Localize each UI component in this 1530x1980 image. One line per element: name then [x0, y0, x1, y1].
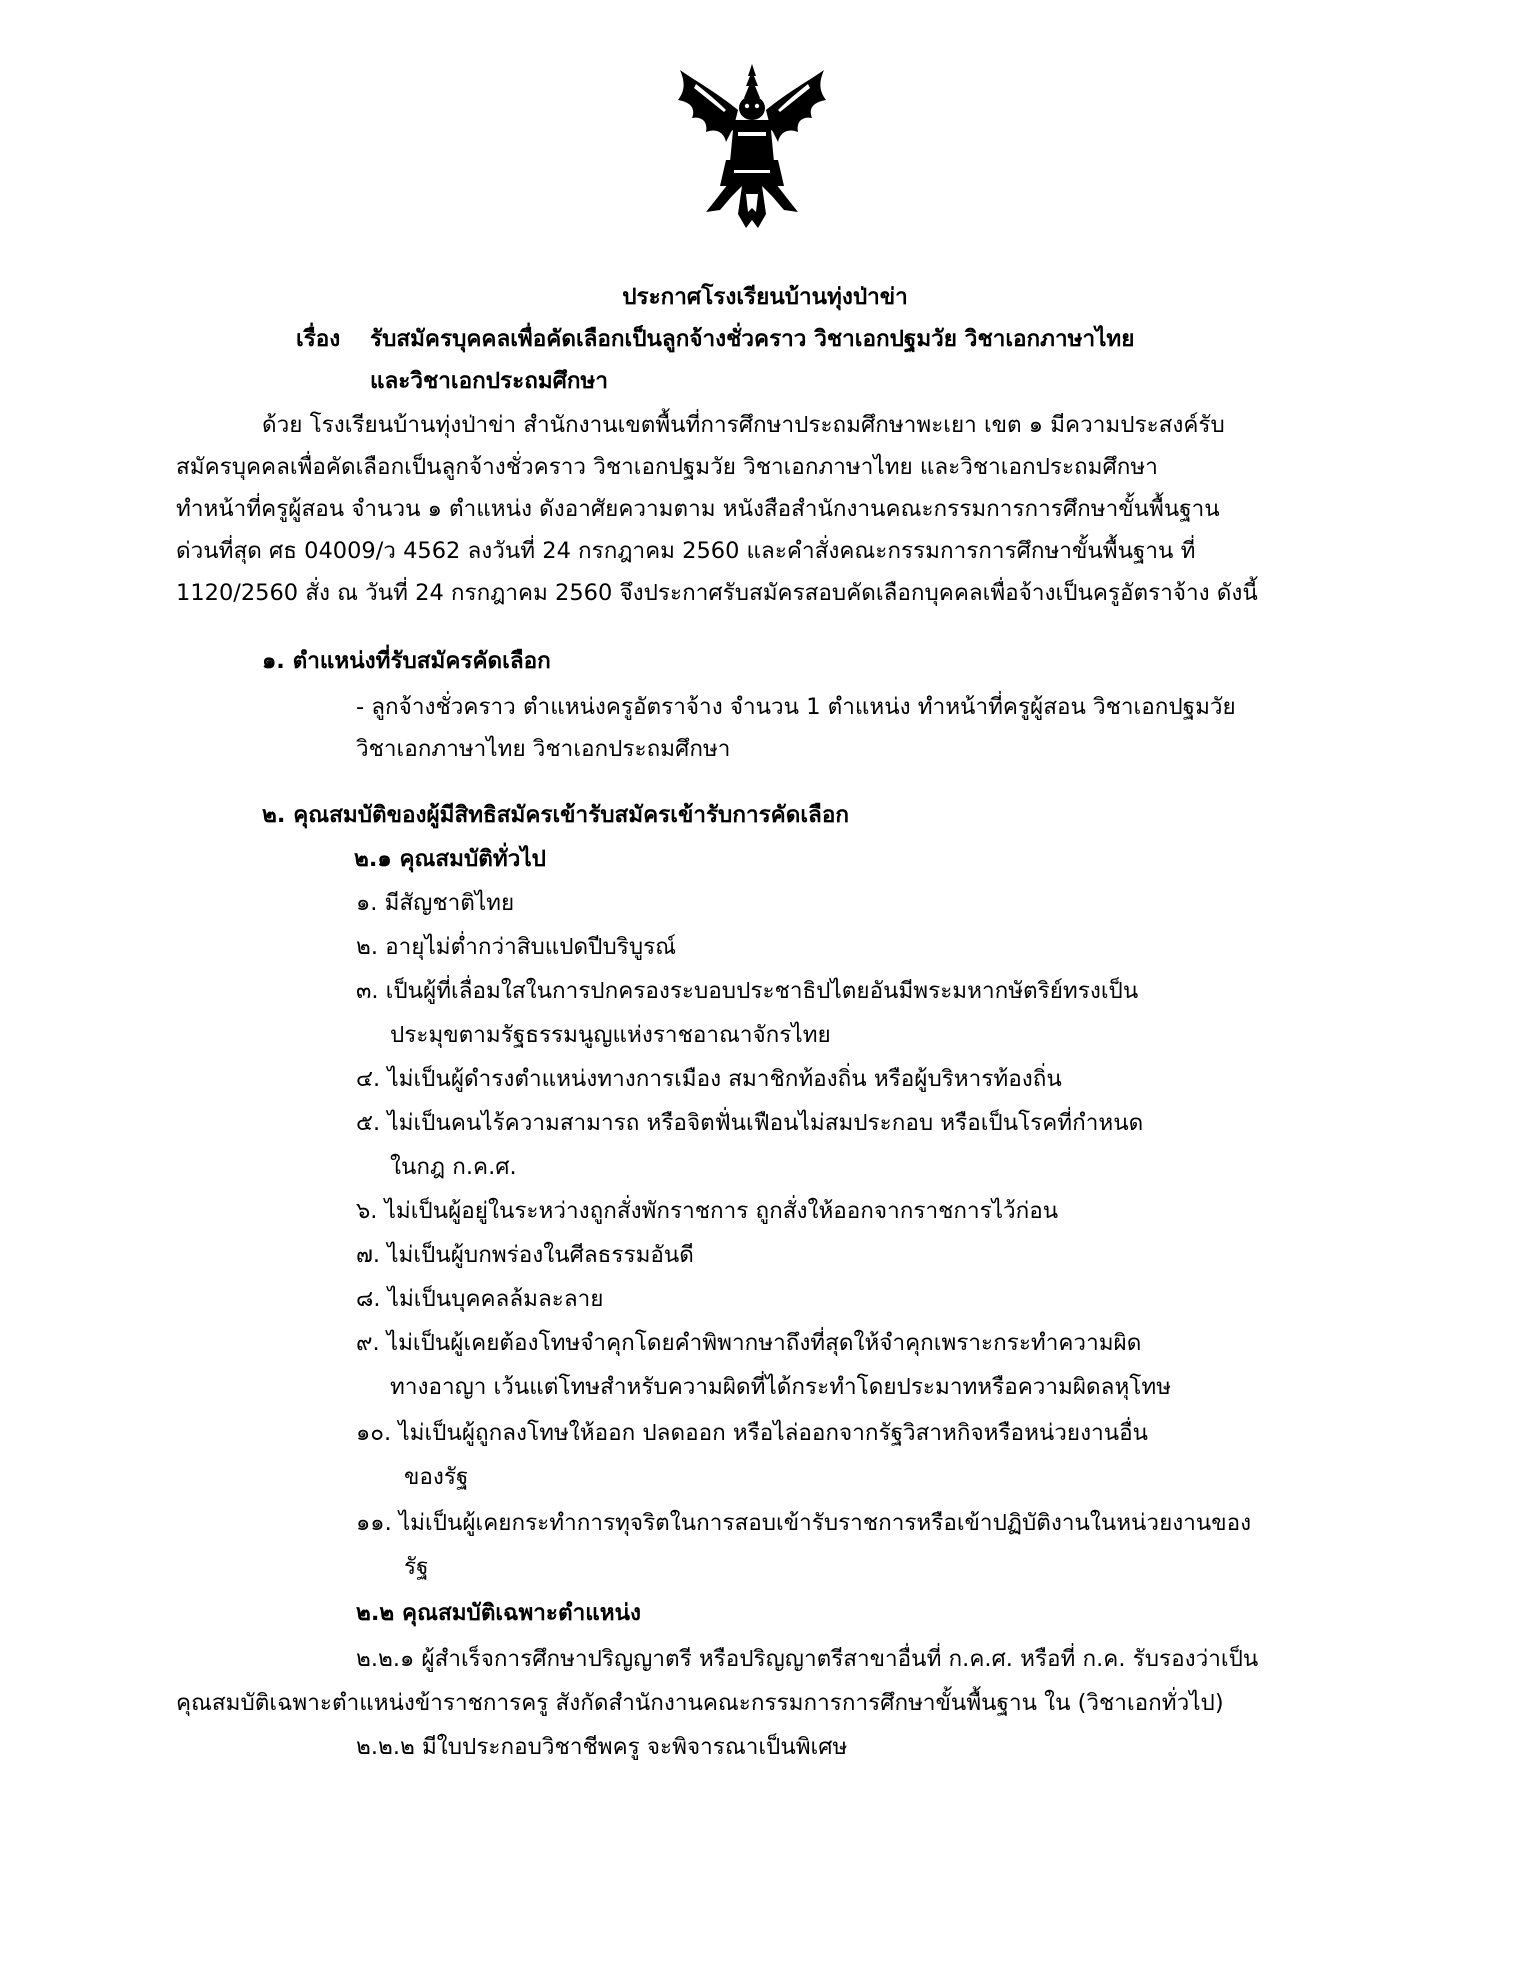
general-qualification-item: ในกฎ ก.ค.ศ. — [390, 1154, 517, 1180]
intro-line: ด่วนที่สุด ศธ 04009/ว 4562 ลงวันที่ 24 กรกฎาคม 2560 และคำสั่งคณะกรรมการการศึกษาขั้นพื้นฐาน ที่ — [176, 538, 1196, 564]
general-qualification-item: ประมุขตามรัฐธรรมนูญแห่งราชอาณาจักรไทย — [390, 1022, 831, 1048]
specific-qualification-line: ๒.๒.๒ มีใบประกอบวิชาชีพครู จะพิจารณาเป็นพิเศษ — [356, 1734, 848, 1760]
intro-line: ทำหน้าที่ครูผู้สอน จำนวน ๑ ตำแหน่ง ดังอาศัยความตาม หนังสือสำนักงานคณะกรรมการการศึกษาขั้นพื้นฐาน — [176, 496, 1220, 522]
general-qualification-item: ๙. ไม่เป็นผู้เคยต้องโทษจำคุกโดยคำพิพากษาถึงที่สุดให้จำคุกเพราะกระทำความผิด — [356, 1330, 1142, 1356]
general-qualification-item: รัฐ — [404, 1554, 429, 1580]
intro-line: ด้วย โรงเรียนบ้านทุ่งป่าข่า สำนักงานเขตพื้นที่การศึกษาประถมศึกษาพะเยา เขต ๑ มีความประสงค์รับ — [262, 412, 1225, 438]
general-qualification-item: ๓. เป็นผู้ที่เลื่อมใสในการปกครองระบอบประชาธิปไตยอันมีพระมหากษัตริย์ทรงเป็น — [356, 978, 1139, 1004]
subject-line-1: รับสมัครบุคคลเพื่อคัดเลือกเป็นลูกจ้างชั่วคราว วิชาเอกปฐมวัย วิชาเอกภาษาไทย — [370, 326, 1135, 352]
section-2-2-heading: ๒.๒ คุณสมบัติเฉพาะตำแหน่ง — [356, 1600, 641, 1626]
section-2-1-heading: ๒.๑ คุณสมบัติทั่วไป — [354, 846, 546, 872]
subject-line-2: และวิชาเอกประถมศึกษา — [370, 368, 609, 394]
section-1-line: - ลูกจ้างชั่วคราว ตำแหน่งครูอัตราจ้าง จำนวน 1 ตำแหน่ง ทำหน้าที่ครูผู้สอน วิชาเอกปฐมวัย — [356, 694, 1236, 720]
intro-line: สมัครบุคคลเพื่อคัดเลือกเป็นลูกจ้างชั่วคราว วิชาเอกปฐมวัย วิชาเอกภาษาไทย และวิชาเอกประถมศึกษา — [176, 454, 1158, 480]
general-qualification-item: ๖. ไม่เป็นผู้อยู่ในระหว่างถูกสั่งพักราชการ ถูกสั่งให้ออกจากราชการไว้ก่อน — [356, 1198, 1059, 1224]
general-qualification-item: ๒. อายุไม่ต่ำกว่าสิบแปดปีบริบูรณ์ — [356, 934, 677, 960]
section-1-heading: ๑. ตำแหน่งที่รับสมัครคัดเลือก — [262, 648, 551, 674]
general-qualification-item: ๗. ไม่เป็นผู้บกพร่องในศีลธรรมอันดี — [356, 1242, 694, 1268]
general-qualification-item: ทางอาญา เว้นแต่โทษสำหรับความผิดที่ได้กระทำโดยประมาทหรือความผิดลหุโทษ — [390, 1374, 1172, 1400]
general-qualification-item: ๑๐. ไม่เป็นผู้ถูกลงโทษให้ออก ปลดออก หรือไล่ออกจากรัฐวิสาหกิจหรือหน่วยงานอื่น — [356, 1420, 1148, 1446]
general-qualification-item: ๘. ไม่เป็นบุคคลล้มละลาย — [356, 1286, 604, 1312]
specific-qualification-line: คุณสมบัติเฉพาะตำแหน่งข้าราชการครู สังกัดสำนักงานคณะกรรมการการศึกษาขั้นพื้นฐาน ใน (วิชาเอกทั่วไป) — [176, 1690, 1224, 1716]
specific-qualification-line: ๒.๒.๑ ผู้สำเร็จการศึกษาปริญญาตรี หรือปริญญาตรีสาขาอื่นที่ ก.ค.ศ. หรือที่ ก.ค. รับรองว่าเป็น — [356, 1646, 1259, 1672]
general-qualification-item: ๔. ไม่เป็นผู้ดำรงตำแหน่งทางการเมือง สมาชิกท้องถิ่น หรือผู้บริหารท้องถิ่น — [356, 1066, 1062, 1092]
general-qualification-item: ๑. มีสัญชาติไทย — [356, 890, 515, 916]
garuda-emblem-icon — [676, 62, 828, 230]
announcement-title: ประกาศโรงเรียนบ้านทุ่งป่าข่า — [622, 284, 908, 310]
section-1-line: วิชาเอกภาษาไทย วิชาเอกประถมศึกษา — [356, 736, 731, 762]
general-qualification-item: ๑๑. ไม่เป็นผู้เคยกระทำการทุจริตในการสอบเข้ารับราชการหรือเข้าปฏิบัติงานในหน่วยงานของ — [356, 1510, 1252, 1536]
intro-line: 1120/2560 สั่ง ณ วันที่ 24 กรกฎาคม 2560 จึงประกาศรับสมัครสอบคัดเลือกบุคคลเพื่อจ้างเป็นครูอัตราจ้าง ดังนี้ — [176, 580, 1258, 606]
section-2-heading: ๒. คุณสมบัติของผู้มีสิทธิสมัครเข้ารับสมัครเข้ารับการคัดเลือก — [262, 802, 849, 828]
general-qualification-item: ๕. ไม่เป็นคนไร้ความสามารถ หรือจิตฟั่นเฟือนไม่สมประกอบ หรือเป็นโรคที่กำหนด — [356, 1110, 1144, 1136]
general-qualification-item: ของรัฐ — [404, 1464, 469, 1490]
subject-label: เรื่อง — [296, 326, 341, 352]
